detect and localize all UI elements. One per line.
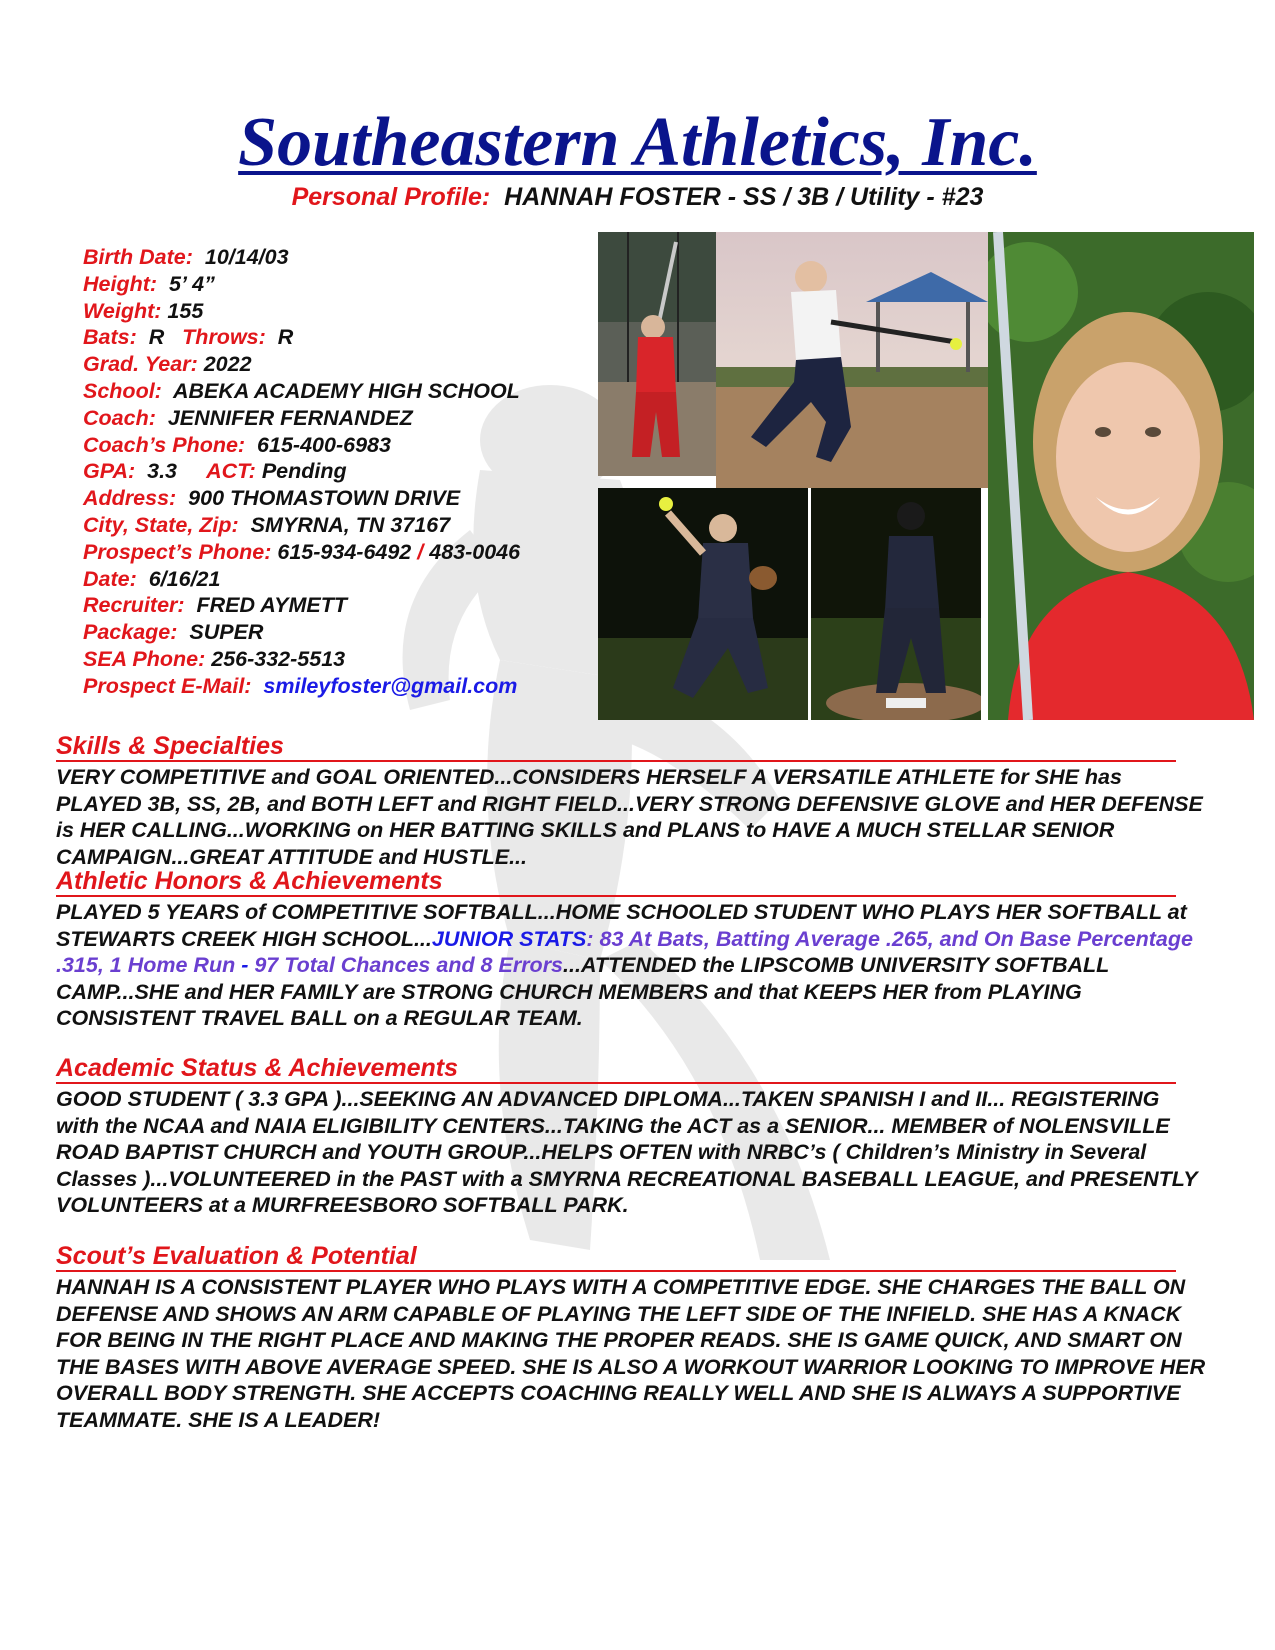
- school-label: School:: [83, 378, 162, 403]
- honors-outro: ...ATTENDED the LIPSCOMB UNIVERSITY SOFTBALL CAMP...SHE and HER FAMILY are STRONG CHURCH MEMBERS and that KEEPS HER from PLAYING CONSISTENT TRAVEL BALL on a REGULAR TEAM.: [56, 953, 1109, 1030]
- date-value: 6/16/21: [148, 566, 221, 591]
- height-row: [83, 271, 603, 298]
- date-label: Date:: [83, 566, 137, 591]
- stats-separator: -: [235, 953, 255, 977]
- gpa-act-row: [83, 458, 603, 485]
- academic-heading: Academic Status & Achievements: [56, 1054, 1176, 1084]
- bats-value: R: [148, 325, 165, 350]
- company-title: Southeastern Athletics, Inc.: [238, 104, 1037, 181]
- player-info: [83, 244, 603, 700]
- date-row: [83, 566, 603, 593]
- grad-year-row: [83, 351, 603, 378]
- bats-throws-row: [83, 324, 603, 351]
- weight-value: 155: [167, 298, 204, 323]
- height-label: Height:: [83, 271, 158, 296]
- coach-phone-label: Coach’s Phone:: [83, 432, 246, 457]
- profile-value: HANNAH FOSTER - SS / 3B / Utility - #23: [504, 183, 984, 211]
- coach-row: [83, 405, 603, 432]
- honors-section: [56, 867, 1206, 1032]
- address-value: 900 THOMASTOWN DRIVE: [188, 486, 461, 511]
- profile-label: Personal Profile:: [291, 183, 491, 211]
- scout-section: [56, 1242, 1206, 1433]
- address-row: [83, 485, 603, 512]
- birth-date-label: Birth Date:: [83, 245, 193, 269]
- recruiter-label: Recruiter:: [83, 593, 185, 618]
- recruiter-row: [83, 592, 603, 619]
- sea-phone-label: SEA Phone:: [83, 646, 206, 671]
- junior-stats-label: JUNIOR STATS: [431, 926, 587, 951]
- academic-text: GOOD STUDENT ( 3.3 GPA )...SEEKING AN ADVANCED DIPLOMA...TAKEN SPANISH I and II... REGISTERING with the NCAA and NAIA ELIGIBILITY CENTERS...TAKING the ACT as a SENIOR... MEMBER of NOLENSVILLE ROAD BAPTIST CHURCH and YOUTH GROUP...HELPS OFTEN with NRBC’s ( Children’s Ministry in Several Classes )...VOLUNTEERED in the PAST with a SMYRNA RECREATIONAL BASEBALL LEAGUE, and PRESENTLY VOLUNTEERS at a MURFREESBORO SOFTBALL PARK.: [56, 1087, 1198, 1217]
- prospect-phone-secondary: 483-0046: [429, 539, 521, 564]
- bats-label: Bats:: [83, 325, 137, 350]
- skills-text: VERY COMPETITIVE and GOAL ORIENTED...CONSIDERS HERSELF A VERSATILE ATHLETE for SHE has PLAYED 3B, SS, 2B, and BOTH LEFT and RIGHT FIELD...VERY STRONG DEFENSIVE GLOVE and HER DEFENSE is HER CALLING...WORKING on HER BATTING SKILLS and PLANS to HAVE A MUCH STELLAR SENIOR CAMPAIGN...GREAT ATTITUDE and HUSTLE...: [56, 765, 1203, 869]
- prospect-phone-separator: /: [417, 539, 424, 564]
- prospect-phone-primary: 615-934-6492: [277, 539, 412, 564]
- act-label: ACT:: [206, 459, 256, 484]
- coach-phone-row: [83, 432, 603, 459]
- city-state-zip-row: [83, 512, 603, 539]
- gpa-label: GPA:: [83, 459, 136, 484]
- junior-batting-stats: : 83 At Bats, Batting Average .265, and On Base Percentage .315, 1 Home Run: [56, 926, 1193, 977]
- birth-date-row: [83, 244, 603, 271]
- grad-year-label: Grad. Year:: [83, 352, 198, 377]
- package-value: SUPER: [189, 620, 264, 645]
- recruiter-value: FRED AYMETT: [196, 593, 348, 618]
- photo-batter-red: [598, 232, 716, 476]
- skills-section: [56, 732, 1206, 870]
- school-row: [83, 378, 603, 405]
- city-state-zip-label: City, State, Zip:: [83, 512, 239, 537]
- honors-intro: PLAYED 5 YEARS of COMPETITIVE SOFTBALL...HOME SCHOOLED STUDENT WHO PLAYS HER SOFTBALL at STEWARTS CREEK HIGH SCHOOL...: [56, 900, 1187, 951]
- prospect-phone-label: Prospect’s Phone:: [83, 539, 272, 564]
- gpa-value: 3.3: [147, 459, 177, 484]
- birth-date-value: 10/14/03: [204, 245, 289, 269]
- school-value: ABEKA ACADEMY HIGH SCHOOL: [173, 378, 520, 403]
- weight-row: [83, 298, 603, 325]
- throws-value: R: [277, 325, 294, 350]
- package-row: [83, 619, 603, 646]
- grad-year-value: 2022: [203, 352, 252, 377]
- coach-phone-value: 615-400-6983: [257, 432, 391, 457]
- honors-heading: Athletic Honors & Achievements: [56, 867, 1176, 897]
- photo-throwing-night: [598, 488, 808, 720]
- sea-phone-value: 256-332-5513: [211, 646, 346, 671]
- city-state-zip-value: SMYRNA, TN 37167: [250, 512, 451, 537]
- act-value: Pending: [261, 459, 347, 484]
- scout-heading: Scout’s Evaluation & Potential: [56, 1242, 1176, 1272]
- weight-label: Weight:: [83, 298, 162, 323]
- throws-label: Throws:: [182, 325, 266, 350]
- email-link[interactable]: smileyfoster@gmail.com: [263, 673, 518, 698]
- profile-heading: [0, 182, 1275, 212]
- address-label: Address:: [83, 486, 177, 511]
- photo-base-runner: [811, 488, 981, 720]
- prospect-phone-row: [83, 539, 603, 566]
- package-label: Package:: [83, 620, 178, 645]
- photo-portrait: [988, 232, 1254, 720]
- height-value: 5’ 4”: [169, 271, 215, 296]
- email-row: [83, 673, 603, 700]
- academic-section: [56, 1054, 1206, 1219]
- scout-text: HANNAH IS A CONSISTENT PLAYER WHO PLAYS WITH A COMPETITIVE EDGE. SHE CHARGES THE BALL ON DEFENSE AND SHOWS AN ARM CAPABLE OF PLAYING THE LEFT SIDE OF THE INFIELD. SHE HAS A KNACK FOR BEING IN THE RIGHT PLACE AND MAKING THE PROPER READS. SHE IS GAME QUICK, AND SMART ON THE BASES WITH ABOVE AVERAGE SPEED. SHE IS ALSO A WORKOUT WARRIOR LOOKING TO IMPROVE HER OVERALL BODY STRENGTH. SHE ACCEPTS COACHING REALLY WELL AND SHE IS ALWAYS A SUPPORTIVE TEAMMATE. SHE IS A LEADER!: [56, 1275, 1206, 1432]
- coach-value: JENNIFER FERNANDEZ: [167, 405, 413, 430]
- coach-label: Coach:: [83, 405, 156, 430]
- skills-heading: Skills & Specialties: [56, 732, 1176, 762]
- sea-phone-row: [83, 646, 603, 673]
- photo-batter-swing: [716, 232, 988, 488]
- honors-text: [56, 899, 1206, 1032]
- junior-defense-stats: 97 Total Chances and 8 Errors: [254, 953, 564, 977]
- email-label: Prospect E-Mail:: [83, 673, 252, 698]
